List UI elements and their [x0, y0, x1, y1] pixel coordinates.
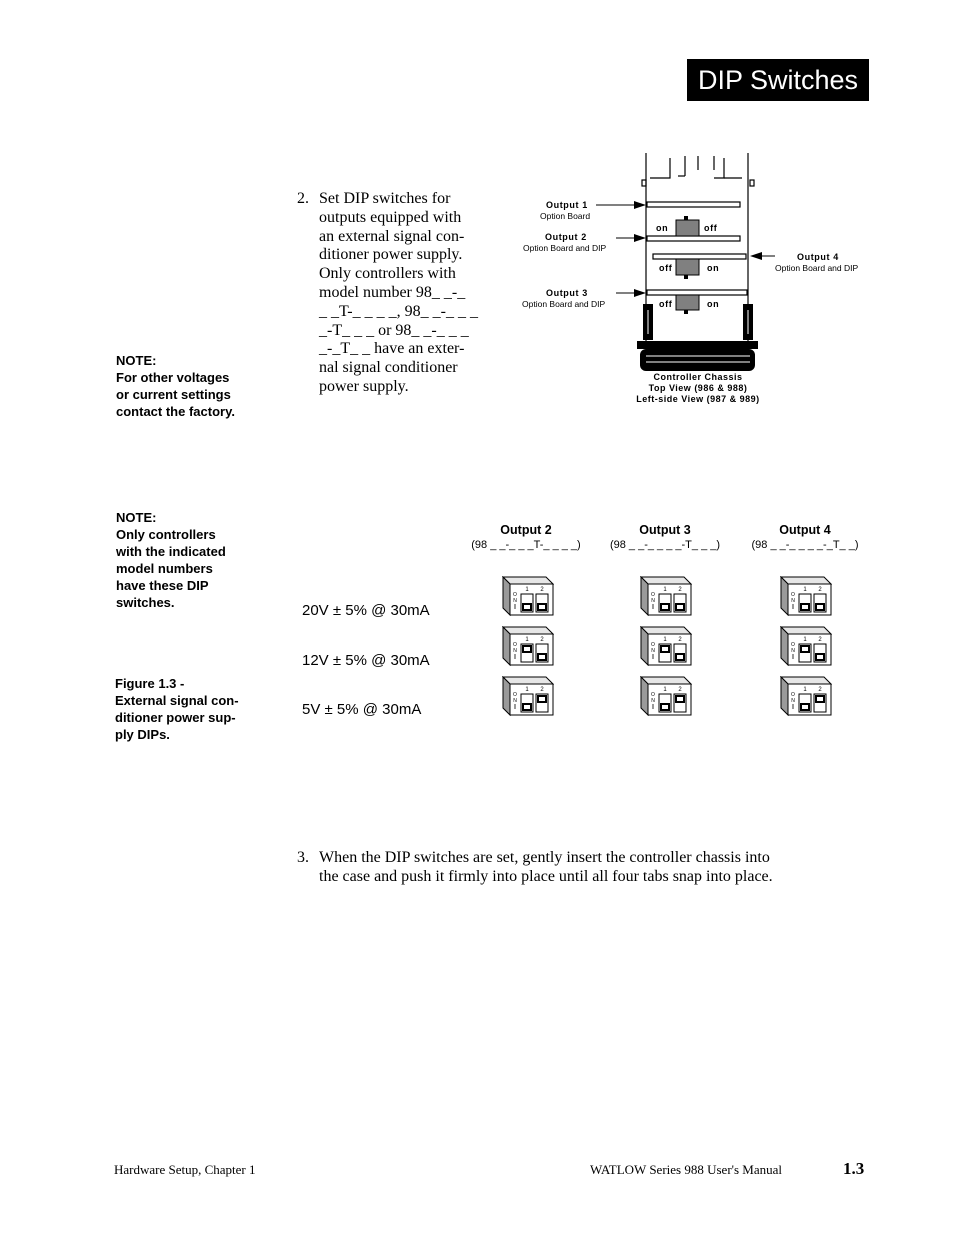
output3-sublabel: Option Board and DIP [522, 299, 606, 309]
note-line: contact the factory. [116, 404, 235, 419]
footer-manual-title: WATLOW Series 988 User's Manual [590, 1162, 783, 1177]
note-line: or current settings [116, 387, 231, 402]
dip-switch-icon [502, 576, 554, 616]
on-label: O [513, 642, 517, 648]
switch-number-label: 1 [525, 637, 529, 643]
on-label: O [651, 692, 655, 698]
switch-knob-highlight [524, 605, 530, 609]
switch-number-label: 2 [678, 687, 682, 693]
on-label: N [651, 598, 655, 604]
output3-header [595, 523, 735, 551]
note-line: switches. [116, 595, 175, 610]
output4-right-state: on [707, 263, 720, 273]
on-label: N [791, 698, 795, 704]
switch-knob-highlight [662, 605, 668, 609]
switch-number-label: 1 [803, 687, 807, 693]
switch-number-label: 2 [678, 587, 682, 593]
dip-switch-icon [640, 626, 692, 666]
on-label: N [791, 648, 795, 654]
switch-knob-highlight [802, 705, 808, 709]
output-model: (98 _ _-_ _ _ _-T_ _ _) [609, 539, 721, 551]
step-2 [297, 190, 507, 397]
on-label: O [651, 592, 655, 598]
step-line: Only controllers with [319, 265, 456, 283]
step-line: outputs equipped with [319, 208, 462, 226]
switch-knob-highlight [662, 705, 668, 709]
note-line: For other voltages [116, 370, 230, 385]
chassis-caption-line: Top View (986 & 988) [648, 383, 748, 393]
dip-switch-icon [640, 676, 692, 716]
switch-knob-highlight [802, 605, 808, 609]
output4-header [735, 523, 875, 551]
on-label: O [791, 642, 795, 648]
on-label: N [513, 648, 517, 654]
switch-number-label: 2 [818, 587, 822, 593]
switch-number-label: 2 [818, 687, 822, 693]
on-label: O [513, 592, 517, 598]
switch-number-label: 1 [663, 687, 667, 693]
on-label: N [513, 598, 517, 604]
switch-number-label: 2 [678, 637, 682, 643]
output1-sublabel: Option Board [540, 211, 591, 221]
switch-knob-highlight [677, 605, 683, 609]
on-label: O [513, 692, 517, 698]
step-number: 2. [297, 190, 309, 207]
note-line: model numbers [116, 561, 213, 576]
caption-line: ditioner power sup- [115, 710, 236, 725]
switch-number-label: 2 [818, 637, 822, 643]
on-label: O [791, 692, 795, 698]
note-voltages [116, 352, 235, 420]
switch-knob-highlight [524, 705, 530, 709]
page-number: 1.3 [843, 1159, 865, 1178]
caption-line: External signal con- [115, 693, 239, 708]
switch-knob-highlight [662, 647, 668, 651]
voltage-label: 12V ± 5% @ 30mA [302, 652, 430, 669]
switch-number-label: 1 [525, 687, 529, 693]
step-line: the case and push it firmly into place until all four tabs snap into place. [319, 867, 773, 885]
dip-switch-icon [502, 676, 554, 716]
output2-right-state: off [704, 223, 718, 233]
switch-number-label: 1 [803, 637, 807, 643]
output-model: (98 _ _-_ _ _ _-_T_ _) [751, 539, 859, 551]
page-title: DIP Switches [687, 59, 869, 101]
step-line: model number 98_ _-_ [319, 283, 466, 301]
chassis-caption-line: Left-side View (987 & 989) [636, 394, 760, 404]
note-line: Only controllers [116, 527, 216, 542]
voltage-label: 20V ± 5% @ 30mA [302, 602, 430, 619]
dip-switch-icon [780, 676, 832, 716]
chassis-caption-line: Controller Chassis [653, 372, 743, 382]
caption-line: ply DIPs. [115, 727, 170, 742]
footer-chapter: Hardware Setup, Chapter 1 [114, 1162, 256, 1177]
step-3 [297, 849, 773, 887]
switch-knob-highlight [539, 605, 545, 609]
note-line: with the indicated [116, 544, 226, 559]
step-number: 3. [297, 849, 309, 866]
switch-number-label: 2 [540, 587, 544, 593]
switch-knob-highlight [539, 655, 545, 659]
switch-knob-highlight [817, 605, 823, 609]
output-model: (98 _ _-_ _ _T-_ _ _ _) [471, 539, 581, 551]
output4-left-state: off [659, 263, 673, 273]
note-line: NOTE: [116, 510, 157, 525]
output-title: Output 4 [779, 523, 831, 537]
output-title: Output 2 [500, 523, 552, 537]
on-label: O [651, 642, 655, 648]
output4-sublabel: Option Board and DIP [775, 263, 859, 273]
step-line: _-_T_ _ have an exter- [319, 340, 465, 358]
switch-number-label: 1 [525, 587, 529, 593]
controller-chassis-diagram [510, 148, 890, 408]
switch-number-label: 2 [540, 687, 544, 693]
switch-knob-highlight [802, 647, 808, 651]
caption-line: Figure 1.3 - [115, 676, 185, 691]
step-line: Set DIP switches for [319, 190, 451, 207]
on-label: N [791, 598, 795, 604]
switch-number-label: 2 [540, 637, 544, 643]
switch-knob-highlight [524, 647, 530, 651]
note-model-numbers [116, 509, 226, 611]
on-label: N [651, 648, 655, 654]
switch-number-label: 1 [803, 587, 807, 593]
output2-left-state: on [656, 223, 669, 233]
dip-switch-icon [780, 626, 832, 666]
switch-knob-highlight [539, 697, 545, 701]
voltage-label: 5V ± 5% @ 30mA [302, 701, 422, 718]
output3-label: Output 3 [546, 288, 588, 298]
output2-label: Output 2 [545, 232, 587, 242]
dip-switch-icon [502, 626, 554, 666]
step-line: ditioner power supply. [319, 246, 463, 264]
output3-left-state: off [659, 299, 673, 309]
step-line: _ _T-_ _ _ _, 98_ _-_ _ _ [319, 302, 478, 320]
output3-right-state: on [707, 299, 720, 309]
on-label: N [513, 698, 517, 704]
switch-knob-highlight [677, 697, 683, 701]
dip-switch-icon [780, 576, 832, 616]
switch-knob-highlight [817, 697, 823, 701]
note-line: have these DIP [116, 578, 209, 593]
step-line: nal signal conditioner [319, 359, 458, 377]
output-title: Output 3 [639, 523, 691, 537]
switch-number-label: 1 [663, 637, 667, 643]
switch-knob-highlight [677, 655, 683, 659]
figure-caption [115, 675, 239, 743]
note-line: NOTE: [116, 353, 157, 368]
on-label: O [791, 592, 795, 598]
switch-knob-highlight [817, 655, 823, 659]
step-line: an external signal con- [319, 227, 465, 245]
output2-header [456, 523, 596, 551]
on-label: N [651, 698, 655, 704]
output1-label: Output 1 [546, 200, 588, 210]
step-line: _-T_ _ _ or 98_ _-_ _ _ [319, 321, 469, 339]
step-line: power supply. [319, 377, 409, 395]
step-line: When the DIP switches are set, gently insert the controller chassis into [319, 849, 770, 866]
output2-sublabel: Option Board and DIP [523, 243, 607, 253]
output4-label: Output 4 [797, 252, 839, 262]
dip-switch-icon [640, 576, 692, 616]
switch-number-label: 1 [663, 587, 667, 593]
